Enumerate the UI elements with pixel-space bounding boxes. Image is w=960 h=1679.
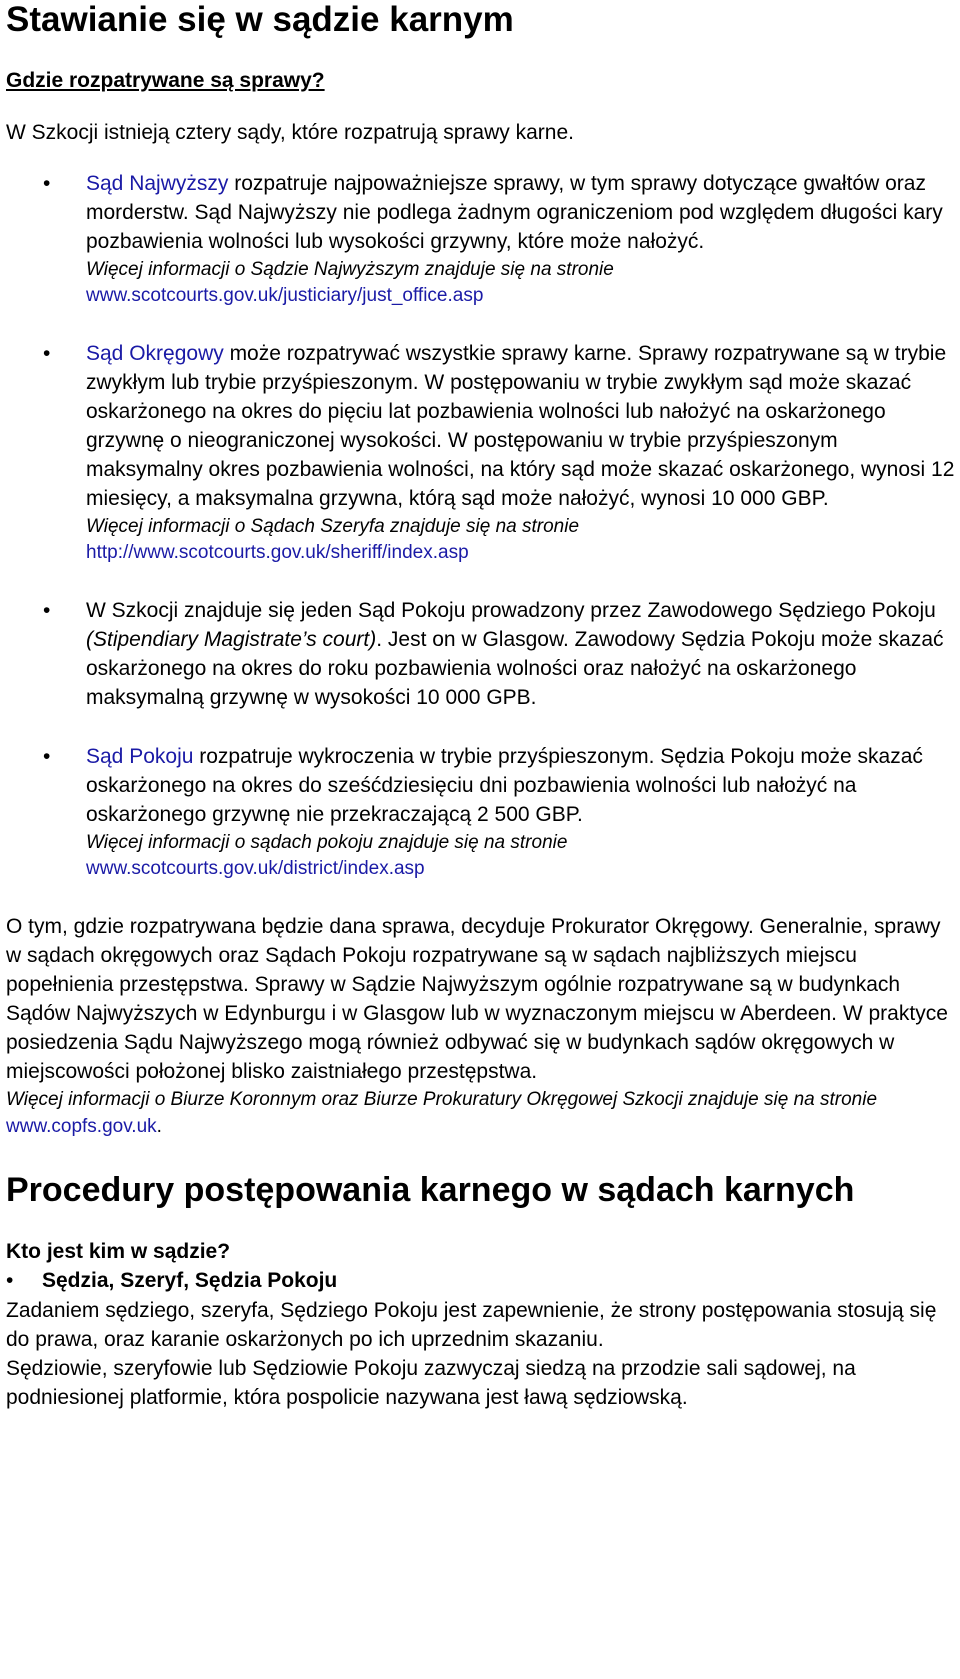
bullet-icon: • [43, 599, 51, 622]
court-link[interactable]: http://www.scotcourts.gov.uk/sheriff/index.asp [86, 542, 469, 563]
prosecutor-dot: . [156, 1116, 162, 1137]
court-description: W Szkocji znajduje się jeden Sąd Pokoju prowadzony przez Zawodowego Sędziego Pokoju [86, 599, 936, 622]
bullet-icon: • [43, 172, 51, 195]
court-description: może rozpatrywać wszystkie sprawy karne. Sprawy rozpatrywane są w trybie zwykłym lub trybie przyśpieszonym. W postępowaniu w trybie zwykłym sąd może skazać oskarżonego na okres do pięciu lat pozbawienia wolności lub nałożyć na oskarżonego grzywnę o nieograniczonej wysokości. W postępowaniu w trybie przyśpieszonym maksymalny okres pozbawienia wolności, na który sąd może skazać oskarżonego, wynosi 12 miesięcy, a maksymalna grzywna, którą sąd może nałożyć, wynosi 10 000 GBP. [86, 342, 955, 510]
judge-item-label: Sędzia, Szeryf, Sędzia Pokoju [42, 1269, 338, 1292]
section-question: Gdzie rozpatrywane są sprawy? [6, 69, 325, 92]
list-item [6, 169, 960, 309]
prosecutor-info-text: Więcej informacji o Biurze Koronnym oraz Biurze Prokuratury Okręgowej Szkocji znajduje się na stronie [6, 1089, 878, 1110]
courts-list [6, 169, 960, 882]
court-description-end: . Jest on w Glasgow. Zawodowy Sędzia Pokoju może skazać oskarżonego na okres do roku pozbawienia wolności oraz nałożyć na oskarżonego maksymalną grzywnę w wysokości 10 000 GPB. [86, 628, 944, 709]
judge-paragraph-1: Zadaniem sędziego, szeryfa, Sędziego Pokoju jest zapewnienie, że strony postępowania stosują się do prawa, oraz karanie oskarżonych po ich uprzednim skazaniu. [6, 1299, 937, 1351]
judge-list-item [6, 1266, 960, 1296]
court-name: Sąd Najwyższy [86, 172, 229, 195]
list-item [6, 742, 960, 882]
page-title: Stawianie się w sądzie karnym [6, 0, 514, 39]
list-item [6, 596, 960, 712]
intro-paragraph: W Szkocji istnieją cztery sądy, które rozpatrują sprawy karne. [6, 121, 574, 144]
section-title: Procedury postępowania karnego w sądach karnych [6, 1171, 855, 1209]
list-item [6, 339, 960, 566]
more-info-text: Więcej informacji o sądach pokoju znajduje się na stronie [86, 832, 568, 853]
more-info-text: Więcej informacji o Sądach Szeryfa znajduje się na stronie [86, 516, 580, 537]
prosecutor-link[interactable]: www.copfs.gov.uk [6, 1116, 157, 1137]
court-description: rozpatruje najpoważniejsze sprawy, w tym sprawy dotyczące gwałtów oraz morderstw. Sąd Najwyższy nie podlega żadnym ograniczeniom pod względem długości kary pozbawienia wolności lub wysokości grzywny, które może nałożyć. [86, 172, 943, 253]
more-info-text: Więcej informacji o Sądzie Najwyższym znajduje się na stronie [86, 259, 614, 280]
prosecutor-info [6, 1086, 960, 1140]
bullet-icon: • [43, 745, 51, 768]
court-name: Sąd Pokoju [86, 745, 194, 768]
bullet-icon: • [6, 1269, 14, 1292]
court-name: Sąd Okręgowy [86, 342, 224, 365]
bullet-icon: • [43, 342, 51, 365]
court-link[interactable]: www.scotcourts.gov.uk/district/index.asp [86, 858, 425, 879]
court-english-name: (Stipendiary Magistrate’s court) [86, 628, 377, 651]
court-description: rozpatruje wykroczenia w trybie przyśpieszonym. Sędzia Pokoju może skazać oskarżonego na okres do sześćdziesięciu dni pozbawienia wolności lub nałożyć na oskarżonego grzywnę nie przekraczającą 2 500 GBP. [86, 745, 923, 826]
judge-paragraph-2: Sędziowie, szeryfowie lub Sędziowie Pokoju zazwyczaj siedzą na przodzie sali sądowej, na podniesionej platformie, która pospolicie nazywana jest ławą sędziowską. [6, 1357, 856, 1409]
court-link[interactable]: www.scotcourts.gov.uk/justiciary/just_office.asp [86, 285, 484, 306]
prosecutor-paragraph: O tym, gdzie rozpatrywana będzie dana sprawa, decyduje Prokurator Okręgowy. Generalnie, sprawy w sądach okręgowych oraz Sądach Pokoju rozpatrywane są w sądach najbliższych miejscu popełnienia przestępstwa. Sprawy w Sądzie Najwyższym ogólnie rozpatrywane są w budynkach Sądów Najwyższych w Edynburgu i w Glasgow lub w wyznaczonym miejscu w Aberdeen. W praktyce posiedzenia Sądu Najwyższego mogą również odbywać się w budynkach sądów okręgowych w miejscowości położonej blisko zaistniałego przestępstwa. [6, 915, 948, 1083]
who-heading: Kto jest kim w sądzie? [6, 1240, 231, 1263]
